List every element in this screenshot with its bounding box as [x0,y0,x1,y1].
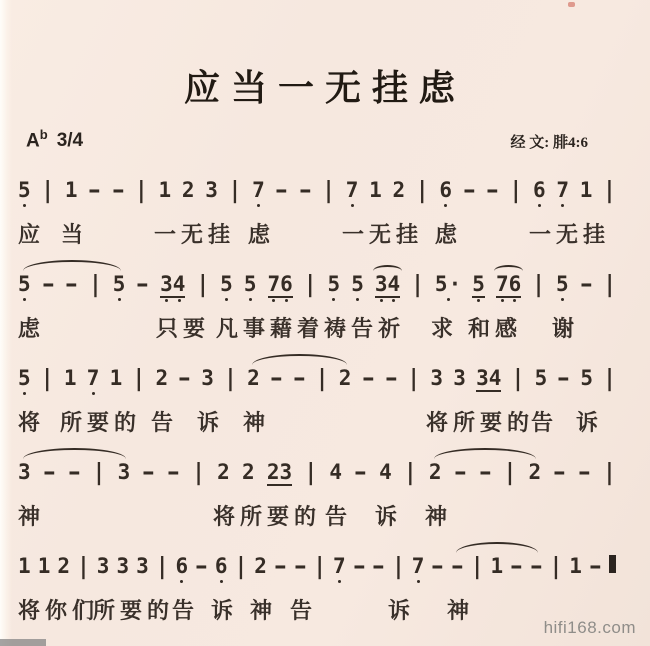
low-octave-dots [18,204,31,207]
duration-dash: - [133,272,153,297]
lyric-syllable: 虑 [18,316,46,342]
duration-dash: - [64,460,84,485]
note: 2 [181,178,195,203]
key-signature [26,127,83,152]
duration-dash: - [62,272,82,297]
note: 5 [113,273,126,295]
duration-dash: - [447,554,467,579]
note: 7 [556,179,569,201]
duration-dash: - [290,554,310,579]
lyric-syllable: 所要的 [93,598,175,624]
barline: | [234,553,248,580]
low-octave-dots [351,298,364,301]
key-letter: A [26,130,40,152]
note: 6 [215,555,228,577]
barline: | [92,459,106,486]
note: 3 [18,460,31,485]
lyric-syllable: 告 [531,410,559,436]
slur-tie-arc [434,448,536,459]
slur-tie-arc [252,354,347,365]
low-octave-dots [439,204,452,207]
lyric-syllable: 将你们 [18,598,100,624]
note: 7 [412,555,425,577]
note: 2 [217,460,230,485]
duration-dash: - [358,366,378,391]
duration-dash: - [428,554,448,579]
duration-dash: - [349,554,369,579]
duration-dash: - [351,460,371,485]
scan-artifact [568,2,575,7]
note: 7 [252,179,265,201]
note: 7 [346,179,359,201]
note: 1 [569,554,582,579]
lyrics-row [18,312,616,344]
note: 6 [439,179,452,201]
notation-row [18,273,616,299]
barline: | [224,365,237,392]
low-octave-dots [346,204,359,207]
barline: | [509,177,523,204]
low-octave-dots [18,392,31,395]
notation-row [18,461,616,487]
note: 1 [158,178,172,203]
slur-tie-arc [456,542,538,553]
low-octave-dots [533,204,546,207]
note: 5 [18,367,31,389]
duration-dash: - [108,178,128,203]
note: 2 [57,554,71,579]
barline: | [41,177,55,204]
final-barline [609,555,616,573]
low-octave-dots [220,298,233,301]
low-octave-dots [268,299,293,302]
note: 34 [375,273,400,298]
low-octave-dots [333,580,346,583]
lyric-syllable: 告 [151,410,179,436]
lyric-syllable: 神 [243,410,271,436]
duration-dash: - [39,460,59,485]
low-octave-dots [412,580,425,583]
note: 76 [268,273,293,298]
barline: | [415,177,429,204]
music-system [18,273,616,344]
lyric-syllable: 祷告祈 [324,316,406,342]
duration-dash: - [164,460,184,485]
lyric-syllable: 将所要的 [426,410,535,436]
duration-dash: - [526,554,546,579]
note: 5 [328,273,341,295]
duration-dash: - [289,366,309,391]
note: 3 [430,366,443,391]
watermark: hifi168.com [543,618,636,637]
note: 1 [369,178,382,203]
barline: | [470,553,484,580]
time-signature: 3/4 [56,130,84,152]
note: 2 [155,366,169,391]
note: 2 [338,366,352,391]
barline: | [411,271,424,298]
low-octave-dots [18,298,31,301]
barline: | [315,365,329,392]
music-system [18,367,616,438]
barline: | [228,177,242,204]
lyric-syllable: 神 [250,598,278,624]
note: 3 [201,366,214,391]
barline: | [511,365,525,392]
note: 5 [580,366,594,391]
lyric-syllable: 诉 [375,504,403,530]
low-octave-dots [87,392,100,395]
note: 7 [87,367,100,389]
low-octave-dots [328,298,341,301]
augmentation-dot: · [448,272,462,297]
note: 5 [556,273,569,295]
barline: | [132,365,146,392]
low-octave-dots [435,298,461,301]
lyric-syllable: 只要 [156,316,211,342]
lyric-syllable: 将 [18,410,46,436]
low-octave-dots [252,204,265,207]
duration-dash: - [381,366,401,391]
lyric-syllable: 诉 [197,410,225,436]
duration-dash: - [576,272,596,297]
lyric-syllable: 神 [425,504,453,530]
lyric-syllable: 诉 [211,598,239,624]
lyric-syllable: 和感 [468,316,523,342]
lyric-syllable: 一无挂 [529,222,611,248]
note: 2 [428,460,442,485]
duration-dash: - [139,460,159,485]
note: 4 [379,460,392,485]
scan-edge-highlight [0,0,12,646]
barline: | [603,365,616,392]
scripture-reference: 经 文: 腓4:6 [510,135,588,152]
low-octave-dots [556,298,569,301]
note: 5· [435,273,461,295]
note: 1 [37,554,51,579]
note: 23 [266,460,293,485]
note: 2 [392,178,406,203]
song-title: 应当一无挂虑 [183,68,466,108]
note: 2 [242,460,255,485]
slur-tie-arc [494,265,523,271]
lyric-syllable: 告 [290,598,318,624]
note: 3 [117,460,131,485]
barline: | [313,553,326,580]
lyrics-row [18,218,616,250]
barline: | [196,271,210,298]
lyric-syllable: 求 [431,316,459,342]
duration-dash: - [85,178,105,203]
barline: | [603,459,616,486]
barline: | [503,459,517,486]
barline: | [135,177,148,204]
note: 34 [476,366,502,391]
barline: | [89,271,102,298]
lyric-syllable: 谢 [552,316,580,342]
note: 3 [136,554,149,579]
lyric-syllable: 应 [18,222,46,248]
barline: | [603,177,616,204]
low-octave-dots [375,299,400,302]
note: 5 [534,366,548,391]
music-system [18,179,616,250]
low-octave-dots [176,580,189,583]
duration-dash: - [266,366,286,391]
flat-accidental: b [39,127,48,142]
lyric-syllable: 诉 [576,410,604,436]
duration-dash: - [450,460,470,485]
lyric-syllable: 虑 [248,222,276,248]
low-octave-dots [160,299,185,302]
duration-dash: - [192,554,212,579]
low-octave-dots [215,580,228,583]
lyrics-row [18,500,616,532]
duration-dash: - [575,460,595,485]
note: 6 [176,555,189,577]
note: 5 [18,273,31,295]
barline: | [549,553,563,580]
note: 1 [18,554,31,579]
lyrics-row [18,594,616,626]
lyric-syllable: 告 [172,598,200,624]
slur-tie-arc [23,448,126,459]
notation-row [18,555,616,581]
duration-dash: - [507,554,527,579]
note: 1 [63,366,77,391]
duration-dash: - [270,554,290,579]
low-octave-dots [244,298,257,301]
low-octave-dots [472,299,485,302]
lyric-syllable: 神 [447,598,475,624]
lyric-syllable: 神 [18,504,46,530]
barline: | [155,553,169,580]
note: 5 [220,273,233,295]
barline: | [407,365,421,392]
note: 7 [333,555,346,577]
barline: | [322,177,335,204]
note: 2 [528,460,542,485]
lyric-syllable: 诉 [388,598,416,624]
notation-row [18,179,616,205]
lyric-syllable: 将所要的 [213,504,322,530]
note: 5 [472,273,485,298]
barline: | [404,459,417,486]
note: 5 [18,179,31,201]
lyric-syllable: 一无挂 [342,222,424,248]
music-system [18,461,616,532]
note: 34 [160,273,185,298]
lyric-syllable: 凡事藉着 [216,316,325,342]
note: 6 [533,179,546,201]
barline: | [532,271,545,298]
barline: | [77,553,90,580]
duration-dash: - [272,178,292,203]
slur-tie-arc [23,260,121,271]
lyrics-row [18,406,616,438]
music-systems [18,179,616,626]
note: 1 [579,178,593,203]
note: 3 [116,554,130,579]
lyric-syllable: 告 [325,504,353,530]
note: 3 [453,366,466,391]
note: 1 [109,366,123,391]
note: 5 [351,273,364,295]
music-system [18,555,616,626]
barline: | [304,459,318,486]
barline: | [392,553,405,580]
duration-dash: - [482,178,502,203]
duration-dash: - [550,460,570,485]
barline: | [303,271,317,298]
barline: | [603,271,616,298]
meta-row [26,127,588,152]
barline: | [40,365,54,392]
lyric-syllable: 所要的 [60,410,142,436]
note: 3 [96,554,110,579]
note: 2 [254,554,267,579]
note: 2 [247,366,260,391]
low-octave-dots [113,298,126,301]
lyric-syllable: 虑 [435,222,463,248]
note: 1 [64,178,78,203]
duration-dash: - [554,366,574,391]
duration-dash: - [459,178,479,203]
note: 76 [496,273,521,298]
note: 1 [490,554,504,579]
low-octave-dots [496,299,521,302]
scan-shadow [0,639,46,646]
lyric-syllable: 当 [61,222,89,248]
slur-tie-arc [373,265,402,271]
barline: | [192,459,205,486]
duration-dash: - [585,554,605,579]
lyric-syllable: 一无挂 [154,222,236,248]
duration-dash: - [38,272,58,297]
note: 4 [329,460,342,485]
note: 5 [244,273,257,295]
duration-dash: - [295,178,315,203]
notation-row [18,367,616,393]
duration-dash: - [175,366,195,391]
note: 3 [205,178,218,203]
duration-dash: - [369,554,389,579]
duration-dash: - [475,460,495,485]
low-octave-dots [556,204,569,207]
